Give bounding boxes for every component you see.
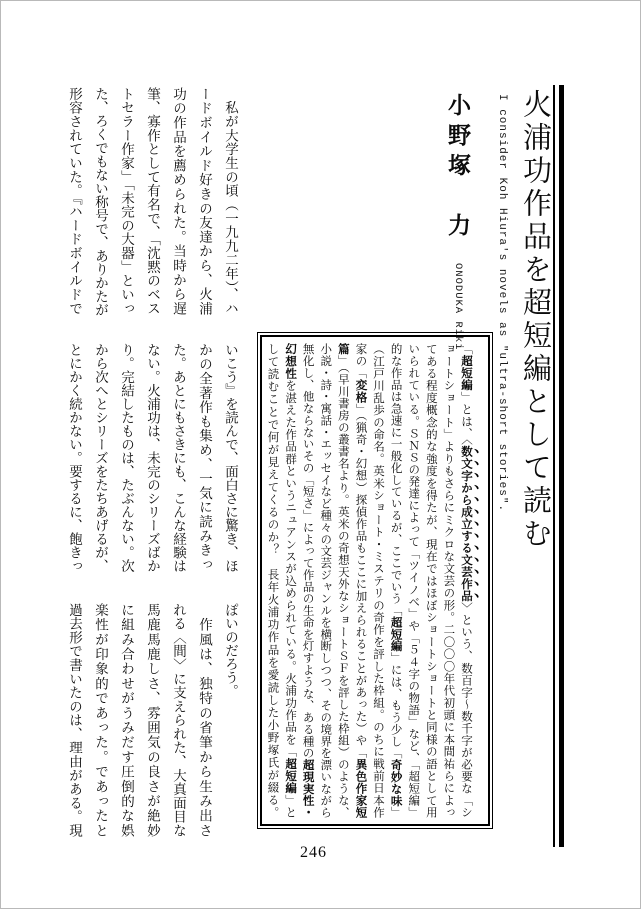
body-column: 功の作品を薦められた。当時から遅 [171, 87, 186, 315]
text-run: 〉という、数百字〜数千字が必要な「シ [460, 602, 472, 819]
body-column: 私が大学生の頃（一九九二年）、ハ [223, 87, 238, 315]
lead-box-line [368, 343, 386, 818]
emphasized-term: 超短編 [460, 355, 472, 392]
text-run: 」には、もう少し「 [389, 652, 402, 759]
lead-box-line [404, 343, 422, 818]
body-column: れる〈間〉に支えられた、大真面目な [171, 603, 186, 837]
body-column: ぽいのだろう。 [223, 603, 238, 698]
text-run: 」とは、〈 [460, 391, 472, 446]
text-run: 」（猟奇・幻想）探偵作品もここに加えられることがあった）や「 [354, 403, 367, 759]
lead-box-line [280, 343, 298, 818]
lead-box [257, 332, 493, 829]
text-run: 家の「 [354, 343, 367, 380]
body-column: いこう』を読んで、面白さに驚き、ほ [223, 343, 238, 573]
emphasized-term: 奇妙な味 [389, 758, 402, 807]
text-run: して読むことで何が見えてくるのか？ 長年火浦功作品を愛読した小野塚氏が綴る。 [266, 343, 279, 819]
lead-box-line [386, 343, 404, 818]
lead-box-line [316, 343, 334, 818]
text-run: （江戸川乱歩の命名。英米ショート・ミステリの奇作を評した枠組。のちに戦前日本作 [372, 343, 385, 818]
text-run: 的な作品は急速に一般化しているが、ここでいう「 [389, 343, 402, 617]
body-band-1 [61, 87, 243, 315]
emphasized-term: 変格 [354, 379, 367, 404]
lead-box-line [333, 343, 351, 818]
emphasized-term: 超短編 [389, 616, 402, 653]
text-run: を湛えた作品群というニュアンスが込められている。火浦功作品を「 [284, 379, 297, 758]
body-column: かの全著作も集め、一気に読みきっ [197, 343, 212, 571]
text-run: 無化し、他ならないその「短さ」によって作品の生命を灯すような、ある種の [301, 343, 314, 759]
body-column: た、ろくでもない称号で、ありかたが [93, 87, 108, 317]
emphasized-term: 超現実性・ [301, 758, 314, 819]
lead-box-line [456, 343, 481, 818]
body-column: 馬鹿馬鹿しさ、雰囲気の良さが絶妙 [145, 603, 160, 837]
lead-box-line [439, 343, 457, 818]
body-column: 形容されていた。『ハードボイルドで [67, 87, 82, 315]
body-column: り。完結したものは、たぶんない。次 [119, 343, 134, 573]
body-column: ードボイルド好きの友達から、火浦 [197, 87, 212, 315]
text-run: 」 [389, 806, 402, 819]
lead-box-line [263, 343, 281, 818]
text-run: いられている。ＳＮＳの発達によって「ツイノベ」や「５４字の物語」など、「超短編」 [407, 343, 420, 818]
subtitle-english: I consider Koh Hiura's novels as "ultra-short stories". [496, 94, 508, 513]
emphasized-term: 数文字から成立する文芸作品 [460, 445, 472, 602]
body-column: 過去形で書いたのは、理由がある。現 [67, 603, 82, 837]
text-run: てある程度概念的な強度を得たが、現在ではほぼショートショートと同様の語として用 [424, 343, 437, 818]
body-band-3 [61, 603, 243, 837]
text-run: 「 [460, 343, 472, 356]
body-column: トセラー作家」「未完の大器」といっ [119, 87, 134, 315]
lead-box-inner [260, 335, 490, 826]
emphasized-term: 篇 [336, 343, 349, 356]
text-run: 」（早川書房の叢書名より。英米の奇想天外なショートＳＦを評した枠組）のような、 [336, 355, 349, 819]
emphasized-term: 異色作家短 [354, 758, 367, 819]
body-column: 作風は、独特の省筆から生み出さ [197, 603, 212, 837]
author-name: 小野塚 力 [445, 93, 471, 243]
body-column: ない。火浦功は、未完のシリーズばか [145, 343, 160, 573]
text-run: 小説・詩・寓話・エッセイなど種々の文芸ジャンルを横断しつつ、その境界を漂いながら [319, 343, 332, 818]
author-romaji: ONODUKA Riki [452, 263, 464, 351]
text-run: ョートショート」よりもさらにミクロな文芸の形。二〇〇〇年代初頭に本間祐らによっ [442, 343, 455, 818]
body-band-2 [61, 343, 243, 571]
text-run: 」と [284, 794, 297, 819]
page-title: 火浦功作品を超短編として読む [519, 89, 551, 551]
lead-box-line [298, 343, 316, 818]
body-column: た。あとにもさきにも、こんな経験は [171, 343, 186, 573]
body-column: 筆、寡作として有名で、「沈黙のベス [145, 87, 160, 315]
emphasized-term: 幻想性 [284, 343, 297, 380]
body-column: から次へとシリーズをたちあげるが、 [93, 343, 108, 573]
body-column: に組み合わせがうみだす圧倒的な娯 [119, 603, 134, 837]
lead-box-line [351, 343, 369, 818]
lead-box-line [421, 343, 439, 818]
emphasized-term: 超短編 [284, 757, 297, 795]
body-column: とにかく続かない。要するに、飽きっ [67, 343, 82, 573]
page-number: 246 [300, 844, 327, 861]
body-column: 楽性が印象的であった。であったと [93, 603, 108, 837]
